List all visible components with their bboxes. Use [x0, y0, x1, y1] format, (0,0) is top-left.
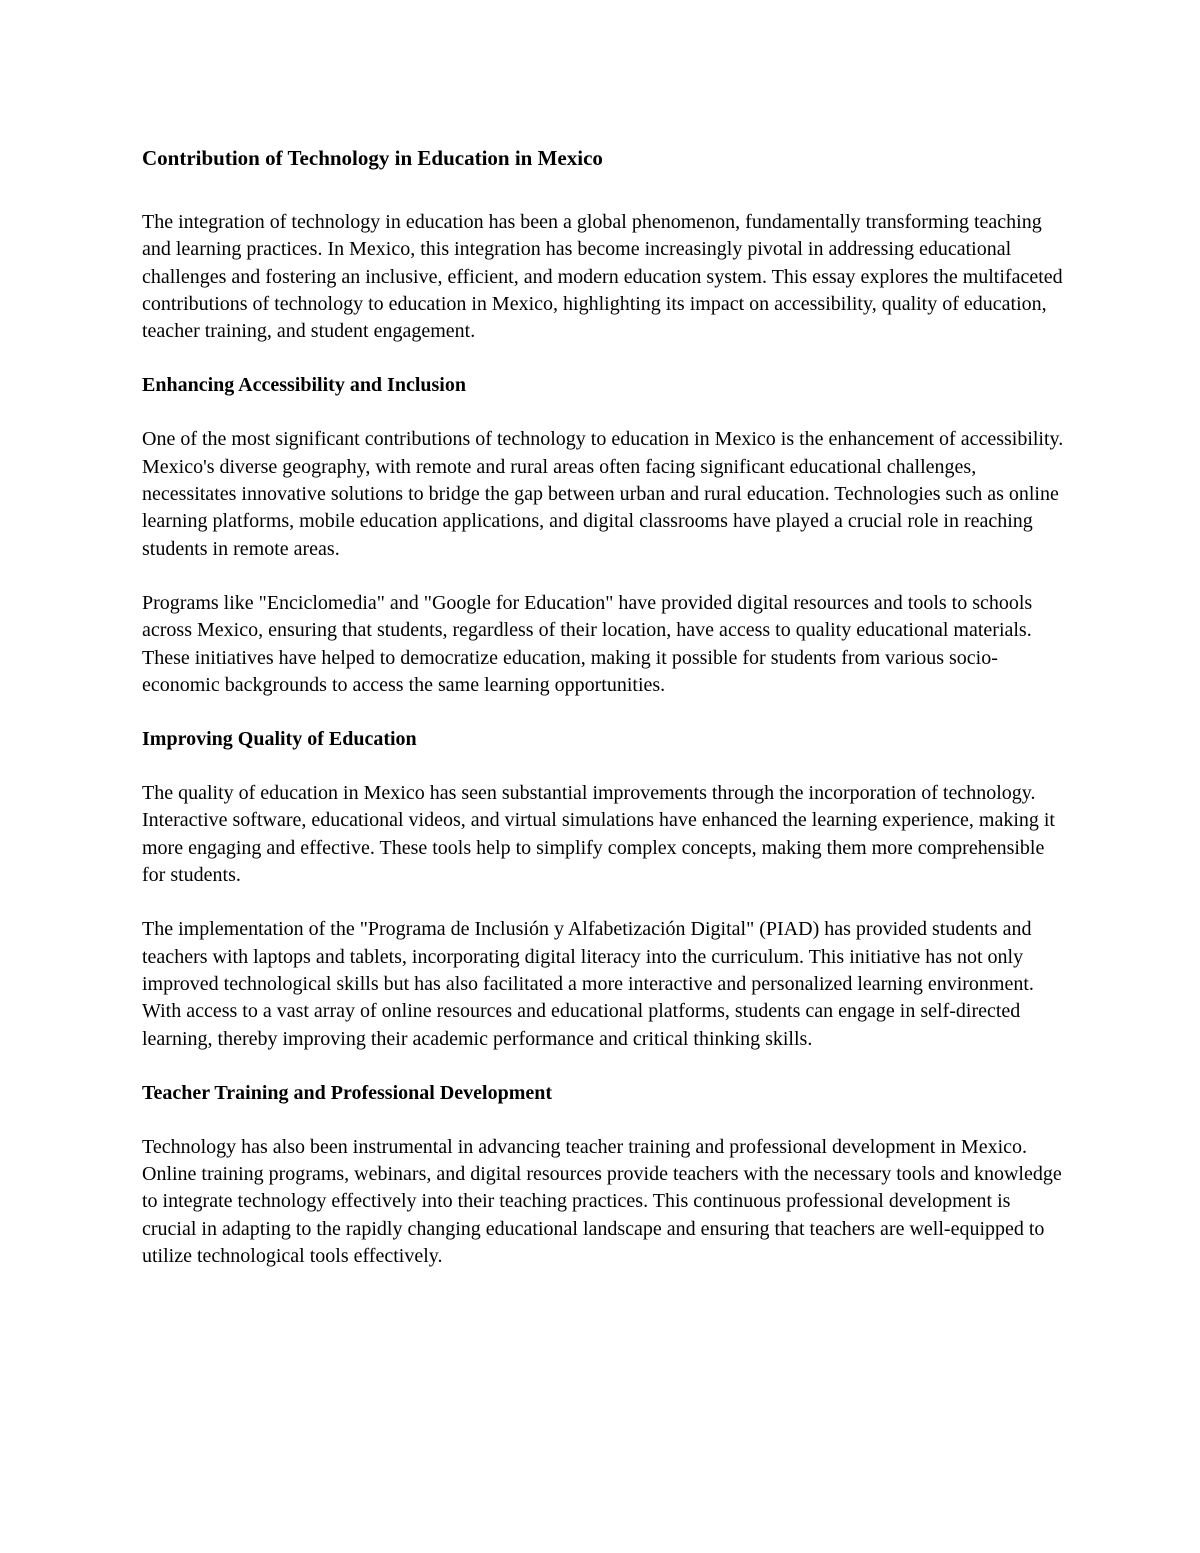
document-title: Contribution of Technology in Education in Mexico: [142, 146, 603, 170]
intro-paragraph: The integration of technology in education has been a global phenomenon, fundamentally transforming teaching and learning practices. In Mexico, this integration has become increasingly pivotal in addressing educational challenges and fostering an inclusive, efficient, and modern education system. This essay explores the multifaceted contributions of technology to education in Mexico, highlighting its impact on accessibility, quality of education, teacher training, and student engagement.: [142, 211, 1063, 343]
document-body: [142, 140, 1067, 1297]
paragraph: The implementation of the "Programa de Inclusión y Alfabetización Digital" (PIAD) has provided students and teachers with laptops and tablets, incorporating digital literacy into the curriculum. This initiative has not only improved technological skills but has also facilitated a more interactive and personalized learning environment. With access to a vast array of online resources and educational platforms, students can engage in self-directed learning, thereby improving their academic performance and critical thinking skills.: [142, 918, 1034, 1050]
paragraph: The quality of education in Mexico has seen substantial improvements through the incorporation of technology. Interactive software, educational videos, and virtual simulations have enhanced the learning experience, making it more engaging and effective. These tools help to simplify complex concepts, making them more comprehensible for students.: [142, 782, 1055, 887]
paragraph: Technology has also been instrumental in advancing teacher training and professional development in Mexico. Online training programs, webinars, and digital resources provide teachers with the necessary tools and knowledge to integrate technology effectively into their teaching practices. This continuous professional development is crucial in adapting to the rapidly changing educational landscape and ensuring that teachers are well-equipped to utilize technological tools effectively.: [142, 1135, 1062, 1268]
paragraph: Programs like "Enciclomedia" and "Google for Education" have provided digital resources and tools to schools across Mexico, ensuring that students, regardless of their location, have access to quality educational materials. These initiatives have helped to democratize education, making it possible for students from various socio-economic backgrounds to access the same learning opportunities.: [142, 591, 1033, 696]
section-heading-accessibility: Enhancing Accessibility and Inclusion: [142, 374, 466, 397]
section-heading-quality: Improving Quality of Education: [142, 728, 417, 751]
paragraph: One of the most significant contributions of technology to education in Mexico is the enhancement of accessibility. Mexico's diverse geography, with remote and rural areas often facing significant educational challenges, necessitates innovative solutions to bridge the gap between urban and rural education. Technologies such as online learning platforms, mobile education applications, and digital classrooms have played a crucial role in reaching students in remote areas.: [142, 428, 1064, 560]
section-heading-teacher-training: Teacher Training and Professional Development: [142, 1081, 553, 1104]
